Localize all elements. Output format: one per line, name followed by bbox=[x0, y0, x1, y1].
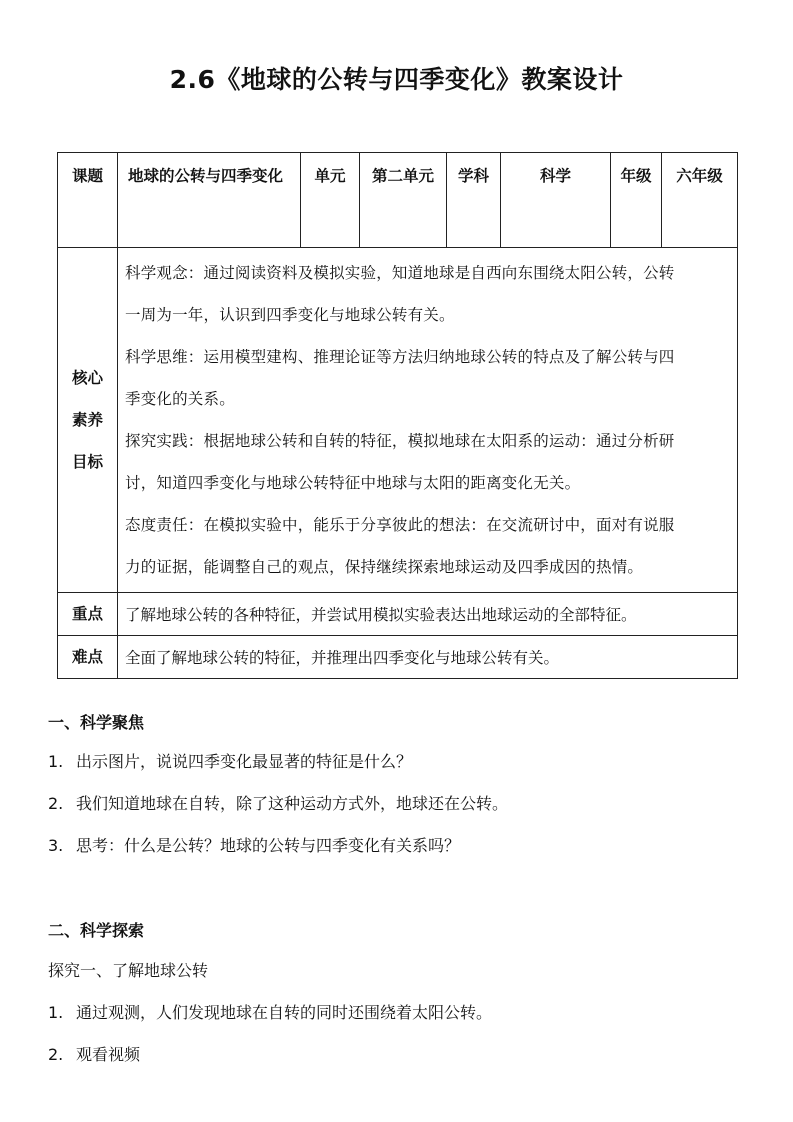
key-point-label: 重点 bbox=[58, 593, 118, 636]
document-title: 2.6《地球的公转与四季变化》教案设计 bbox=[169, 65, 624, 94]
core-goals-label-cell bbox=[58, 248, 118, 593]
list-item bbox=[48, 749, 412, 772]
list-item-number: 1. bbox=[48, 752, 64, 771]
subject-label: 学科 bbox=[457, 167, 489, 185]
list-item-number: 3. bbox=[48, 836, 64, 855]
core-line: 季变化的关系。 bbox=[125, 390, 235, 408]
lesson-info-table bbox=[57, 152, 738, 679]
list-item bbox=[48, 833, 460, 856]
grade-value: 六年级 bbox=[676, 167, 723, 185]
list-item-number: 1. bbox=[48, 1003, 64, 1022]
key-point-row bbox=[58, 593, 738, 636]
topic-value: 地球的公转与四季变化 bbox=[128, 167, 284, 185]
topic-label-cell bbox=[58, 153, 118, 248]
list-item-number: 2. bbox=[48, 1045, 64, 1064]
subsection-heading: 探究一、了解地球公转 bbox=[48, 961, 209, 980]
core-label-line-3: 目标 bbox=[71, 453, 103, 471]
list-item-text: 观看视频 bbox=[76, 1045, 141, 1064]
core-label-line-2: 素养 bbox=[71, 411, 103, 429]
list-item bbox=[48, 1042, 140, 1065]
list-item-text: 思考：什么是公转？地球的公转与四季变化有关系吗？ bbox=[76, 836, 461, 855]
grade-label-cell bbox=[611, 153, 662, 248]
grade-label: 年级 bbox=[620, 167, 652, 185]
subject-label-cell bbox=[447, 153, 501, 248]
core-line: 讨，知道四季变化与地球公转特征中地球与太阳的距离变化无关。 bbox=[125, 474, 581, 492]
core-line: 态度责任：在模拟实验中，能乐于分享彼此的想法：在交流研讨中，面对有说服 bbox=[125, 516, 675, 534]
core-line: 一周为一年，认识到四季变化与地球公转有关。 bbox=[125, 306, 455, 324]
core-goals-content bbox=[118, 248, 738, 593]
core-line: 探究实践：根据地球公转和自转的特征，模拟地球在太阳系的运动：通过分析研 bbox=[125, 432, 675, 450]
difficulty-value: 全面了解地球公转的特征，并推理出四季变化与地球公转有关。 bbox=[118, 636, 738, 679]
grade-value-cell bbox=[662, 153, 738, 248]
core-line: 科学观念：通过阅读资料及模拟实验，知道地球是自西向东围绕太阳公转，公转 bbox=[125, 264, 675, 282]
core-line: 力的证据，能调整自己的观点，保持继续探索地球运动及四季成因的热情。 bbox=[125, 558, 644, 576]
topic-value-cell bbox=[118, 153, 301, 248]
core-line: 科学思维：运用模型建构、推理论证等方法归纳地球公转的特点及了解公转与四 bbox=[125, 348, 675, 366]
section-heading-focus: 一、科学聚焦 bbox=[48, 713, 145, 732]
section-heading-explore: 二、科学探索 bbox=[48, 921, 145, 940]
core-goals-row bbox=[58, 248, 738, 593]
difficulty-row bbox=[58, 636, 738, 679]
subject-value-cell bbox=[501, 153, 611, 248]
list-item bbox=[48, 1000, 492, 1023]
unit-label-cell bbox=[301, 153, 360, 248]
table-header-row bbox=[58, 153, 738, 248]
subject-value: 科学 bbox=[539, 167, 571, 185]
list-item-text: 出示图片，说说四季变化最显著的特征是什么？ bbox=[76, 752, 413, 771]
unit-label: 单元 bbox=[314, 167, 346, 185]
unit-value-cell bbox=[360, 153, 447, 248]
key-point-value: 了解地球公转的各种特征，并尝试用模拟实验表达出地球运动的全部特征。 bbox=[118, 593, 738, 636]
unit-value: 第二单元 bbox=[371, 167, 434, 185]
list-item-text: 我们知道地球在自转，除了这种运动方式外，地球还在公转。 bbox=[76, 794, 509, 813]
list-item-number: 2. bbox=[48, 794, 64, 813]
list-item-text: 通过观测，人们发现地球在自转的同时还围绕着太阳公转。 bbox=[76, 1003, 493, 1022]
difficulty-label: 难点 bbox=[58, 636, 118, 679]
topic-label: 课题 bbox=[71, 167, 103, 185]
core-label-line-1: 核心 bbox=[71, 369, 103, 387]
list-item bbox=[48, 791, 508, 814]
